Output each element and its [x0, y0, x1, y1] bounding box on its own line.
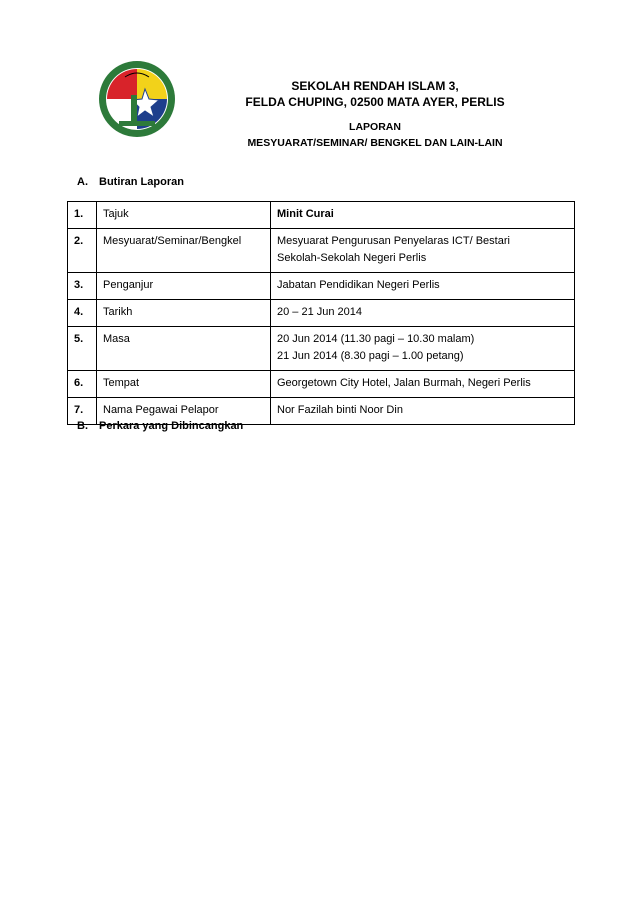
row-number: 7.	[68, 398, 97, 425]
field-value: Minit Curai	[271, 202, 575, 229]
table-row	[68, 300, 575, 327]
school-address: FELDA CHUPING, 02500 MATA AYER, PERLIS	[245, 95, 505, 109]
section-a-heading	[77, 176, 184, 188]
row-number: 4.	[68, 300, 97, 327]
school-name: SEKOLAH RENDAH ISLAM 3,	[291, 79, 459, 93]
field-label: Penganjur	[97, 273, 271, 300]
value-line: Sekolah-Sekolah Negeri Perlis	[277, 252, 427, 264]
value-line: 21 Jun 2014 (8.30 pagi – 1.00 petang)	[277, 350, 464, 362]
value-line: 20 Jun 2014 (11.30 pagi – 10.30 malam)	[277, 333, 475, 345]
row-number: 1.	[68, 202, 97, 229]
table-row	[68, 273, 575, 300]
row-number: 6.	[68, 371, 97, 398]
field-label: Tarikh	[97, 300, 271, 327]
section-a-title: Butiran Laporan	[99, 176, 184, 188]
field-value: 20 – 21 Jun 2014	[271, 300, 575, 327]
field-label: Tempat	[97, 371, 271, 398]
field-value	[271, 229, 575, 273]
field-label: Masa	[97, 327, 271, 371]
table-row	[68, 202, 575, 229]
field-value	[271, 327, 575, 371]
report-subtitle: MESYUARAT/SEMINAR/ BENGKEL DAN LAIN-LAIN	[247, 137, 503, 149]
value-line: Mesyuarat Pengurusan Penyelaras ICT/ Bestari	[277, 235, 510, 247]
section-b-heading	[77, 420, 243, 432]
field-value: Nor Fazilah binti Noor Din	[271, 398, 575, 425]
field-label: Mesyuarat/Seminar/Bengkel	[97, 229, 271, 273]
section-a-number: A.	[77, 176, 88, 188]
table-row	[68, 327, 575, 371]
table-row	[68, 229, 575, 273]
section-b-number: B.	[77, 420, 88, 432]
row-number: 5.	[68, 327, 97, 371]
table-row	[68, 371, 575, 398]
school-crest-icon	[97, 59, 177, 139]
report-type: LAPORAN	[349, 121, 401, 133]
section-b-title: Perkara yang Dibincangkan	[99, 420, 244, 432]
field-value: Georgetown City Hotel, Jalan Burmah, Negeri Perlis	[271, 371, 575, 398]
field-value: Jabatan Pendidikan Negeri Perlis	[271, 273, 575, 300]
details-table	[67, 201, 575, 425]
row-number: 3.	[68, 273, 97, 300]
field-label: Nama Pegawai Pelapor	[97, 398, 271, 425]
row-number: 2.	[68, 229, 97, 273]
field-label: Tajuk	[97, 202, 271, 229]
